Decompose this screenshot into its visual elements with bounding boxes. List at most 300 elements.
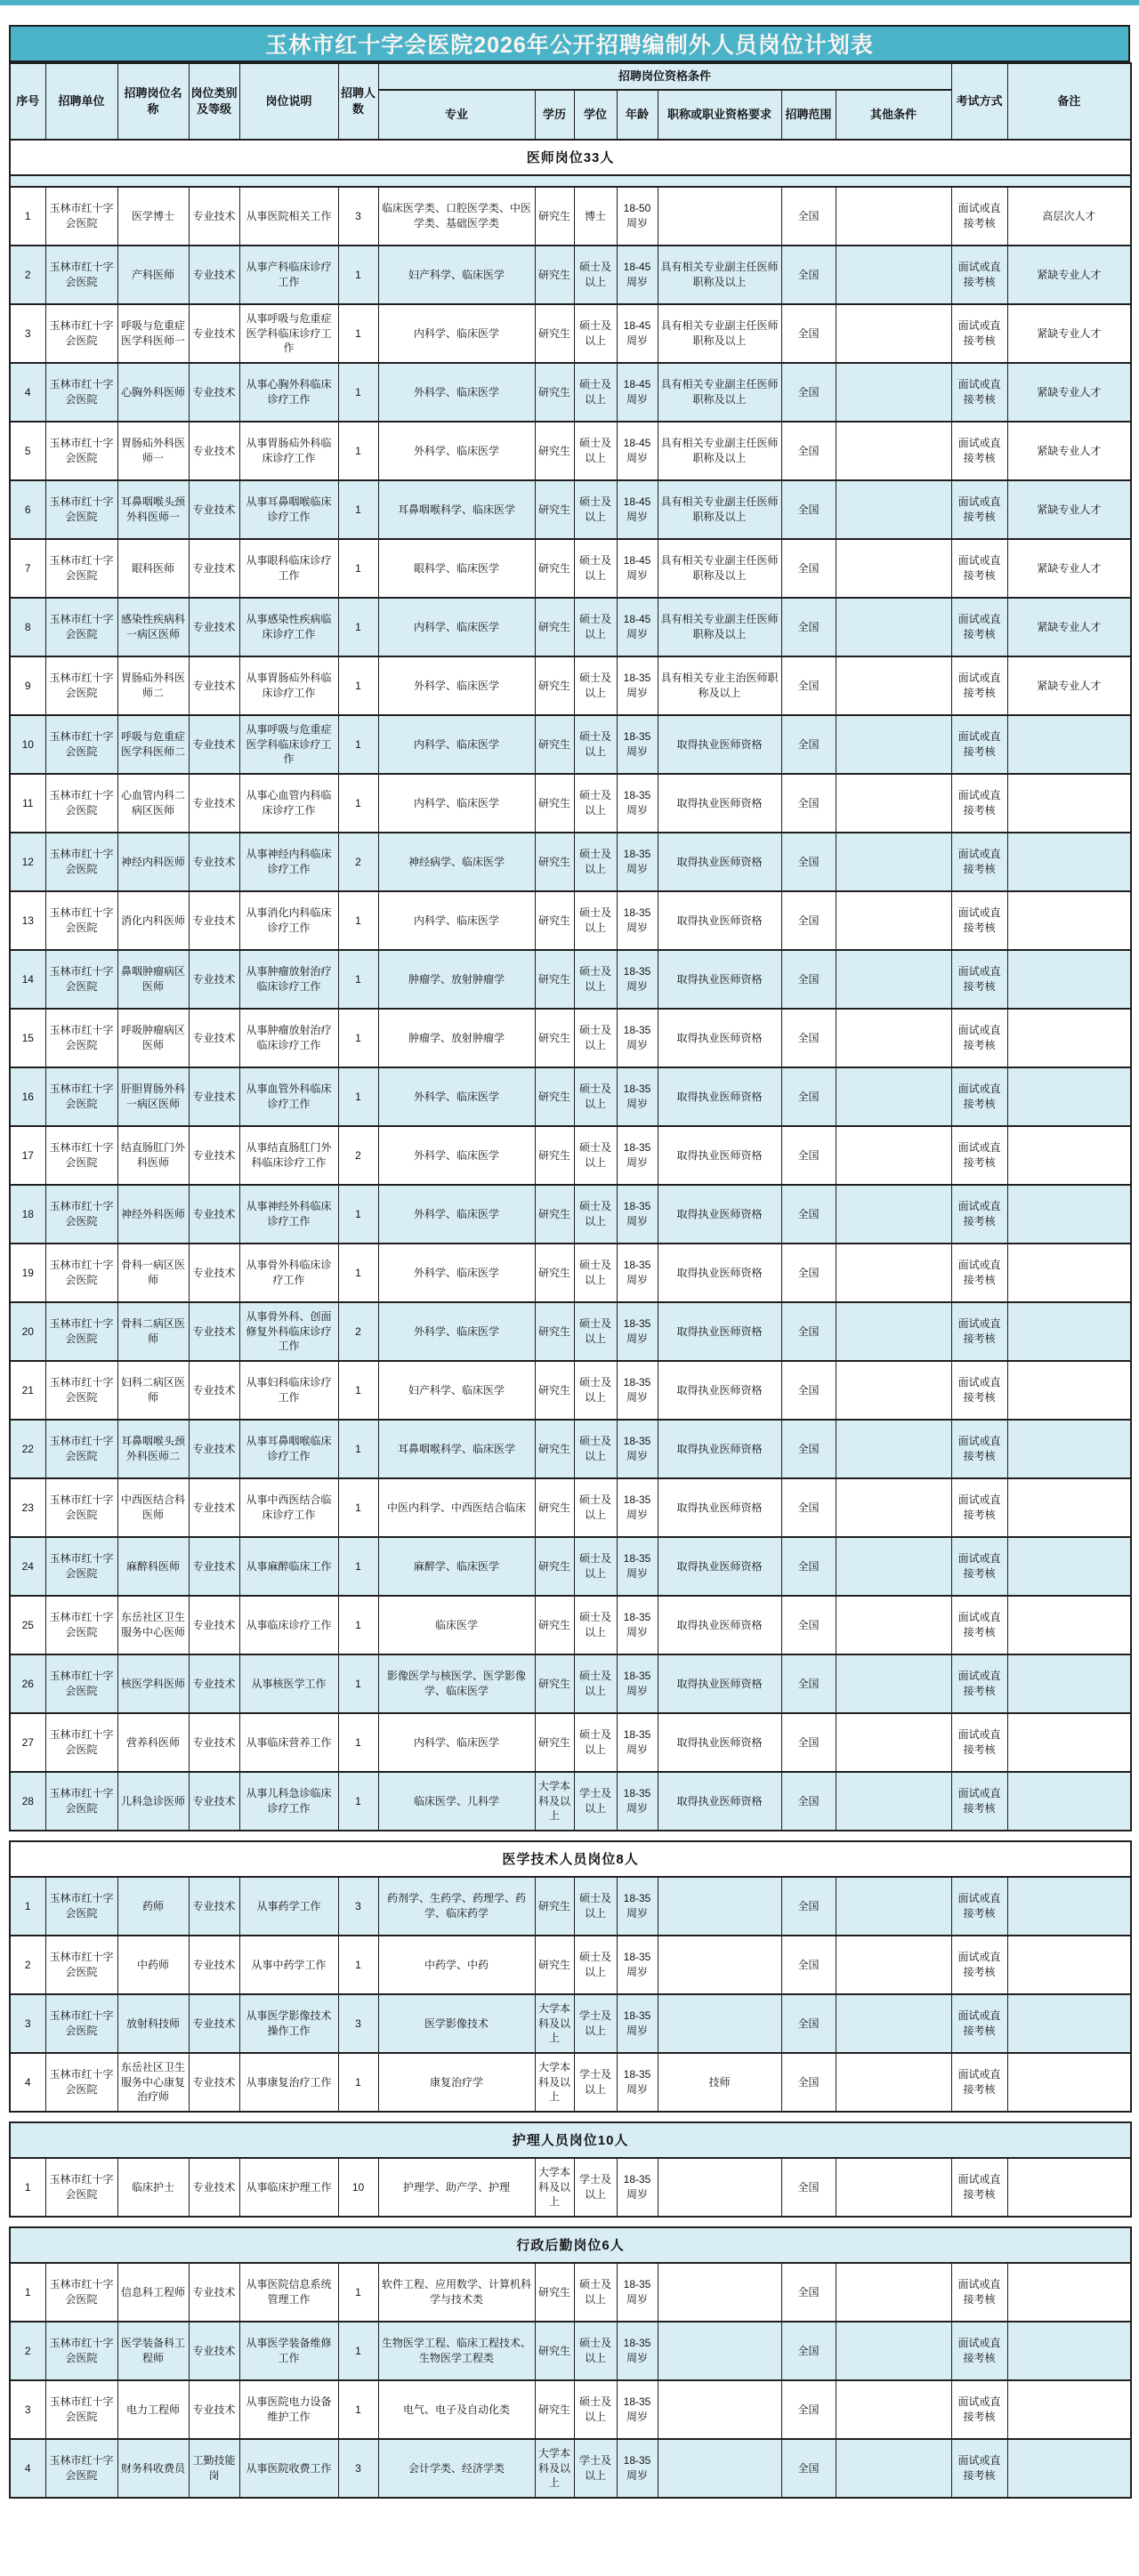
table-cell: 从事康复治疗工作: [239, 2053, 338, 2112]
table-cell: 核医学科医师: [117, 1654, 189, 1713]
table-cell: 从事肿瘤放射治疗临床诊疗工作: [239, 950, 338, 1009]
table-cell: 妇科二病区医师: [117, 1361, 189, 1420]
table-cell: 全国: [781, 715, 836, 774]
table-cell: [1007, 2053, 1131, 2112]
table-cell: 面试或直接考核: [951, 950, 1007, 1009]
table-cell: 专业技术: [189, 539, 239, 598]
table-row: [10, 950, 1131, 1009]
table-cell: 玉林市红十字会医院: [45, 950, 117, 1009]
table-cell: 3: [10, 1994, 45, 2053]
table-cell: 3: [338, 1877, 378, 1936]
table-cell: 从事产科临床诊疗工作: [239, 246, 338, 304]
table-cell: 专业技术: [189, 1994, 239, 2053]
table-cell: 1: [338, 304, 378, 363]
table-cell: 18-45周岁: [617, 539, 658, 598]
table-cell: 全国: [781, 539, 836, 598]
table-cell: 专业技术: [189, 774, 239, 833]
table-cell: 从事耳鼻咽喉临床诊疗工作: [239, 1420, 338, 1478]
table-cell: 1: [338, 1478, 378, 1537]
table-cell: 硕士及以上: [574, 2322, 617, 2380]
table-cell: 专业技术: [189, 1067, 239, 1126]
table-cell: 取得执业医师资格: [658, 1537, 781, 1596]
table-cell: 18-45周岁: [617, 480, 658, 539]
table-cell: 专业技术: [189, 2322, 239, 2380]
table-cell: 大学本科及以上: [535, 2158, 574, 2217]
table-cell: 18-35周岁: [617, 950, 658, 1009]
table-cell: 玉林市红十字会医院: [45, 539, 117, 598]
col-header-degree: 学位: [574, 90, 617, 140]
table-cell: 全国: [781, 950, 836, 1009]
table-cell: 学士及以上: [574, 1772, 617, 1831]
table-cell: [1007, 2439, 1131, 2498]
table-row: [10, 1772, 1131, 1831]
table-cell: [836, 1936, 951, 1994]
table-cell: 面试或直接考核: [951, 1713, 1007, 1772]
table-cell: 从事胃肠疝外科临床诊疗工作: [239, 656, 338, 715]
table-cell: [1007, 1936, 1131, 1994]
table-cell: [836, 950, 951, 1009]
table-cell: [836, 304, 951, 363]
table-cell: 玉林市红十字会医院: [45, 1877, 117, 1936]
table-row: [10, 1478, 1131, 1537]
table-cell: [836, 656, 951, 715]
table-cell: 硕士及以上: [574, 1185, 617, 1244]
table-cell: [1007, 774, 1131, 833]
table-cell: 2: [338, 1302, 378, 1361]
table-cell: 感染性疾病科一病区医师: [117, 598, 189, 656]
table-cell: 10: [338, 2158, 378, 2217]
table-cell: 全国: [781, 1302, 836, 1361]
table-cell: 面试或直接考核: [951, 2322, 1007, 2380]
table-cell: 专业技术: [189, 2158, 239, 2217]
table-cell: 外科学、临床医学: [378, 363, 535, 422]
section-band-nursing: 护理人员岗位10人: [10, 2122, 1131, 2158]
table-cell: 麻醉学、临床医学: [378, 1537, 535, 1596]
table-cell: 具有相关专业副主任医师职称及以上: [658, 246, 781, 304]
table-cell: [1007, 1126, 1131, 1185]
table-cell: 全国: [781, 363, 836, 422]
table-cell: 面试或直接考核: [951, 2053, 1007, 2112]
table-cell: 外科学、临床医学: [378, 1185, 535, 1244]
table-cell: 面试或直接考核: [951, 187, 1007, 246]
table-cell: 全国: [781, 774, 836, 833]
table-cell: 硕士及以上: [574, 598, 617, 656]
table-cell: 外科学、临床医学: [378, 422, 535, 480]
table-cell: 18-35周岁: [617, 2380, 658, 2439]
table-cell: [1007, 2158, 1131, 2217]
col-header-description: 岗位说明: [239, 63, 338, 140]
table-row: [10, 1009, 1131, 1067]
table-cell: 硕士及以上: [574, 774, 617, 833]
table-cell: 麻醉科医师: [117, 1537, 189, 1596]
table-cell: [836, 1478, 951, 1537]
table-cell: 取得执业医师资格: [658, 715, 781, 774]
section-band-med-tech: 医学技术人员岗位8人: [10, 1841, 1131, 1877]
section-band-strip: [10, 175, 1131, 187]
table-cell: 具有相关专业副主任医师职称及以上: [658, 539, 781, 598]
section-rows-physicians: [10, 187, 1131, 1831]
table-cell: 专业技术: [189, 833, 239, 891]
section-band-physicians: 医师岗位33人: [10, 140, 1131, 175]
table-cell: [836, 2439, 951, 2498]
table-cell: 专业技术: [189, 1654, 239, 1713]
table-cell: 1: [338, 891, 378, 950]
table-cell: 全国: [781, 1244, 836, 1302]
table-cell: 取得执业医师资格: [658, 774, 781, 833]
table-cell: [836, 598, 951, 656]
table-cell: 硕士及以上: [574, 480, 617, 539]
table-cell: 3: [338, 2439, 378, 2498]
spacer: [0, 5, 1139, 25]
table-cell: [1007, 1302, 1131, 1361]
table-cell: 紧缺专业人才: [1007, 363, 1131, 422]
spacer: [0, 2499, 1139, 2506]
table-cell: 全国: [781, 1994, 836, 2053]
table-row: [10, 2158, 1131, 2217]
table-cell: 硕士及以上: [574, 1302, 617, 1361]
table-cell: 面试或直接考核: [951, 891, 1007, 950]
table-cell: 18-45周岁: [617, 363, 658, 422]
table-cell: 6: [10, 480, 45, 539]
table-cell: 学士及以上: [574, 2439, 617, 2498]
table-cell: 1: [338, 2263, 378, 2322]
table-cell: 7: [10, 539, 45, 598]
table-cell: 面试或直接考核: [951, 1244, 1007, 1302]
table-cell: 学士及以上: [574, 1994, 617, 2053]
table-cell: 玉林市红十字会医院: [45, 1478, 117, 1537]
page-title: 玉林市红十字会医院2026年公开招聘编制外人员岗位计划表: [9, 25, 1130, 62]
table-cell: 耳鼻咽喉头颈外科医师二: [117, 1420, 189, 1478]
table-cell: 硕士及以上: [574, 656, 617, 715]
table-cell: 研究生: [535, 246, 574, 304]
table-cell: 硕士及以上: [574, 1537, 617, 1596]
table-cell: [836, 1009, 951, 1067]
table-cell: [1007, 1654, 1131, 1713]
table-cell: 神经内科医师: [117, 833, 189, 891]
table-cell: 20: [10, 1302, 45, 1361]
table-cell: 医学博士: [117, 187, 189, 246]
table-cell: 大学本科及以上: [535, 1994, 574, 2053]
table-cell: [1007, 1244, 1131, 1302]
table-cell: 从事临床护理工作: [239, 2158, 338, 2217]
table-cell: 呼吸与危重症医学科医师一: [117, 304, 189, 363]
table-cell: 硕士及以上: [574, 833, 617, 891]
table-cell: 紧缺专业人才: [1007, 480, 1131, 539]
table-cell: 硕士及以上: [574, 2263, 617, 2322]
table-cell: 1: [338, 1772, 378, 1831]
table-cell: 研究生: [535, 187, 574, 246]
table-cell: 研究生: [535, 1596, 574, 1654]
table-cell: 面试或直接考核: [951, 1361, 1007, 1420]
table-cell: 玉林市红十字会医院: [45, 1126, 117, 1185]
table-cell: 临床医学类、口腔医学类、中医学类、基础医学类: [378, 187, 535, 246]
table-cell: 1: [338, 2322, 378, 2380]
table-cell: 玉林市红十字会医院: [45, 656, 117, 715]
table-cell: 临床医学: [378, 1596, 535, 1654]
table-cell: 肿瘤学、放射肿瘤学: [378, 950, 535, 1009]
table-cell: 妇产科学、临床医学: [378, 246, 535, 304]
table-cell: 硕士及以上: [574, 1126, 617, 1185]
table-cell: 面试或直接考核: [951, 1772, 1007, 1831]
table-cell: 22: [10, 1420, 45, 1478]
table-cell: 18-45周岁: [617, 598, 658, 656]
table-cell: 硕士及以上: [574, 1009, 617, 1067]
table-cell: 硕士及以上: [574, 2380, 617, 2439]
table-cell: 玉林市红十字会医院: [45, 715, 117, 774]
table-cell: 面试或直接考核: [951, 2158, 1007, 2217]
table-cell: 会计学类、经济学类: [378, 2439, 535, 2498]
table-cell: 具有相关专业副主任医师职称及以上: [658, 304, 781, 363]
col-header-education: 学历: [535, 90, 574, 140]
spacer: [0, 2218, 1139, 2226]
table-cell: 28: [10, 1772, 45, 1831]
table-cell: 9: [10, 656, 45, 715]
table-row: [10, 1713, 1131, 1772]
table-cell: 玉林市红十字会医院: [45, 2053, 117, 2112]
table-cell: 面试或直接考核: [951, 304, 1007, 363]
table-cell: 专业技术: [189, 1713, 239, 1772]
table-cell: 3: [338, 187, 378, 246]
spacer: [0, 2113, 1139, 2121]
table-row: [10, 774, 1131, 833]
table-cell: 面试或直接考核: [951, 715, 1007, 774]
table-cell: 从事结直肠肛门外科临床诊疗工作: [239, 1126, 338, 1185]
table-cell: 眼科医师: [117, 539, 189, 598]
table-cell: [836, 1420, 951, 1478]
table-cell: 从事药学工作: [239, 1877, 338, 1936]
table-cell: [836, 422, 951, 480]
table-cell: 中医内科学、中西医结合临床: [378, 1478, 535, 1537]
table-cell: 研究生: [535, 1654, 574, 1713]
table-row: [10, 2053, 1131, 2112]
table-row: [10, 1420, 1131, 1478]
table-row: [10, 480, 1131, 539]
table-cell: 硕士及以上: [574, 891, 617, 950]
table-cell: [1007, 833, 1131, 891]
table-cell: 4: [10, 363, 45, 422]
table-cell: 11: [10, 774, 45, 833]
table-cell: 从事感染性疾病临床诊疗工作: [239, 598, 338, 656]
table-cell: 从事呼吸与危重症医学科临床诊疗工作: [239, 715, 338, 774]
col-header-category: 岗位类别及等级: [189, 63, 239, 140]
table-cell: 专业技术: [189, 1009, 239, 1067]
table-cell: 18-35周岁: [617, 1361, 658, 1420]
table-cell: 18-35周岁: [617, 1936, 658, 1994]
table-cell: [1007, 715, 1131, 774]
recruitment-table-physicians: [9, 62, 1132, 1831]
table-cell: 18-35周岁: [617, 1009, 658, 1067]
col-header-title-requirement: 职称或职业资格要求: [658, 90, 781, 140]
table-cell: 从事麻醉临床工作: [239, 1537, 338, 1596]
table-cell: 取得执业医师资格: [658, 1244, 781, 1302]
table-cell: 玉林市红十字会医院: [45, 480, 117, 539]
table-cell: 全国: [781, 1713, 836, 1772]
spacer: [0, 1831, 1139, 1840]
table-cell: 电气、电子及自动化类: [378, 2380, 535, 2439]
table-cell: [1007, 1009, 1131, 1067]
table-cell: 东岳社区卫生服务中心康复治疗师: [117, 2053, 189, 2112]
table-cell: 研究生: [535, 422, 574, 480]
table-cell: 专业技术: [189, 187, 239, 246]
table-cell: [1007, 1537, 1131, 1596]
table-cell: 研究生: [535, 1713, 574, 1772]
table-cell: [658, 1936, 781, 1994]
table-cell: 内科学、临床医学: [378, 598, 535, 656]
table-cell: 硕士及以上: [574, 1877, 617, 1936]
table-cell: 工勤技能岗: [189, 2439, 239, 2498]
table-cell: 医学影像技术: [378, 1994, 535, 2053]
table-cell: 取得执业医师资格: [658, 1009, 781, 1067]
table-cell: 专业技术: [189, 950, 239, 1009]
table-cell: 全国: [781, 598, 836, 656]
table-cell: 1: [338, 1361, 378, 1420]
table-cell: 1: [338, 1936, 378, 1994]
table-cell: 18-35周岁: [617, 715, 658, 774]
table-cell: 内科学、临床医学: [378, 891, 535, 950]
table-row: [10, 1302, 1131, 1361]
table-cell: 全国: [781, 422, 836, 480]
table-cell: 18-45周岁: [617, 304, 658, 363]
table-cell: 从事医院相关工作: [239, 187, 338, 246]
table-cell: 面试或直接考核: [951, 480, 1007, 539]
table-cell: 外科学、临床医学: [378, 1067, 535, 1126]
table-cell: 研究生: [535, 1185, 574, 1244]
table-row: [10, 363, 1131, 422]
table-cell: [1007, 1877, 1131, 1936]
table-cell: 18-35周岁: [617, 1185, 658, 1244]
table-row: [10, 2439, 1131, 2498]
table-cell: 从事心血管内科临床诊疗工作: [239, 774, 338, 833]
table-cell: 面试或直接考核: [951, 1126, 1007, 1185]
table-cell: [836, 1537, 951, 1596]
table-cell: 外科学、临床医学: [378, 656, 535, 715]
table-cell: 玉林市红十字会医院: [45, 2439, 117, 2498]
table-cell: 18-35周岁: [617, 833, 658, 891]
table-cell: [1007, 1994, 1131, 2053]
table-cell: 专业技术: [189, 1877, 239, 1936]
table-cell: 眼科学、临床医学: [378, 539, 535, 598]
table-cell: 紧缺专业人才: [1007, 422, 1131, 480]
col-header-age: 年龄: [617, 90, 658, 140]
table-cell: 全国: [781, 246, 836, 304]
table-cell: 1: [338, 1185, 378, 1244]
table-cell: 结直肠肛门外科医师: [117, 1126, 189, 1185]
table-cell: 18-35周岁: [617, 2053, 658, 2112]
table-cell: 玉林市红十字会医院: [45, 1596, 117, 1654]
table-cell: 18-35周岁: [617, 1596, 658, 1654]
table-cell: [1007, 2263, 1131, 2322]
table-row: [10, 1877, 1131, 1936]
table-cell: 专业技术: [189, 246, 239, 304]
table-cell: 紧缺专业人才: [1007, 539, 1131, 598]
table-cell: [1007, 891, 1131, 950]
table-cell: 1: [338, 774, 378, 833]
table-cell: 1: [338, 1537, 378, 1596]
col-header-scope: 招聘范围: [781, 90, 836, 140]
table-cell: 18-35周岁: [617, 1654, 658, 1713]
table-cell: [836, 1772, 951, 1831]
table-cell: 取得执业医师资格: [658, 833, 781, 891]
table-cell: 专业技术: [189, 480, 239, 539]
table-cell: 中药学、中药: [378, 1936, 535, 1994]
table-cell: 取得执业医师资格: [658, 1654, 781, 1713]
table-cell: 取得执业医师资格: [658, 891, 781, 950]
table-cell: 学士及以上: [574, 2158, 617, 2217]
table-cell: 呼吸肿瘤病区医师: [117, 1009, 189, 1067]
table-cell: 研究生: [535, 363, 574, 422]
table-cell: [1007, 1478, 1131, 1537]
table-header: [10, 63, 1131, 140]
section-band-admin: 行政后勤岗位6人: [10, 2227, 1131, 2263]
table-row: [10, 715, 1131, 774]
table-cell: 面试或直接考核: [951, 1185, 1007, 1244]
table-cell: 专业技术: [189, 656, 239, 715]
table-cell: 信息科工程师: [117, 2263, 189, 2322]
table-cell: [836, 1067, 951, 1126]
col-group-header-qualifications: 招聘岗位资格条件: [378, 63, 951, 90]
table-cell: 大学本科及以上: [535, 2439, 574, 2498]
table-cell: 1: [338, 950, 378, 1009]
table-cell: 玉林市红十字会医院: [45, 598, 117, 656]
table-cell: 从事临床诊疗工作: [239, 1596, 338, 1654]
table-cell: 面试或直接考核: [951, 1420, 1007, 1478]
table-cell: 研究生: [535, 1067, 574, 1126]
table-cell: 研究生: [535, 1936, 574, 1994]
table-cell: 16: [10, 1067, 45, 1126]
table-cell: 1: [338, 539, 378, 598]
table-cell: 18-35周岁: [617, 2263, 658, 2322]
table-cell: 耳鼻咽喉头颈外科医师一: [117, 480, 189, 539]
table-row: [10, 187, 1131, 246]
table-cell: [836, 833, 951, 891]
table-cell: 专业技术: [189, 1302, 239, 1361]
table-cell: 1: [10, 187, 45, 246]
table-cell: 取得执业医师资格: [658, 1067, 781, 1126]
table-cell: 2: [10, 246, 45, 304]
table-row: [10, 1994, 1131, 2053]
table-cell: [836, 246, 951, 304]
table-cell: [836, 1877, 951, 1936]
table-cell: [658, 2158, 781, 2217]
table-cell: 内科学、临床医学: [378, 715, 535, 774]
table-cell: [658, 187, 781, 246]
section-rows-nursing: [10, 2158, 1131, 2217]
table-cell: 内科学、临床医学: [378, 774, 535, 833]
table-cell: 全国: [781, 833, 836, 891]
col-header-remarks: 备注: [1007, 63, 1131, 140]
table-cell: 玉林市红十字会医院: [45, 891, 117, 950]
table-cell: 玉林市红十字会医院: [45, 833, 117, 891]
table-cell: 面试或直接考核: [951, 1478, 1007, 1537]
table-cell: 全国: [781, 2322, 836, 2380]
table-cell: 心血管内科二病区医师: [117, 774, 189, 833]
table-cell: [658, 1994, 781, 2053]
table-cell: 具有相关专业副主任医师职称及以上: [658, 480, 781, 539]
table-cell: [836, 2322, 951, 2380]
table-cell: 研究生: [535, 1302, 574, 1361]
table-cell: 研究生: [535, 598, 574, 656]
table-cell: 18-45周岁: [617, 246, 658, 304]
table-cell: 18-35周岁: [617, 1994, 658, 2053]
table-cell: 从事核医学工作: [239, 1654, 338, 1713]
table-cell: 神经病学、临床医学: [378, 833, 535, 891]
table-cell: 面试或直接考核: [951, 2380, 1007, 2439]
table-cell: 影像医学与核医学、医学影像学、临床医学: [378, 1654, 535, 1713]
table-cell: [836, 1596, 951, 1654]
table-cell: 硕士及以上: [574, 1596, 617, 1654]
table-row: [10, 598, 1131, 656]
table-cell: 1: [338, 1654, 378, 1713]
